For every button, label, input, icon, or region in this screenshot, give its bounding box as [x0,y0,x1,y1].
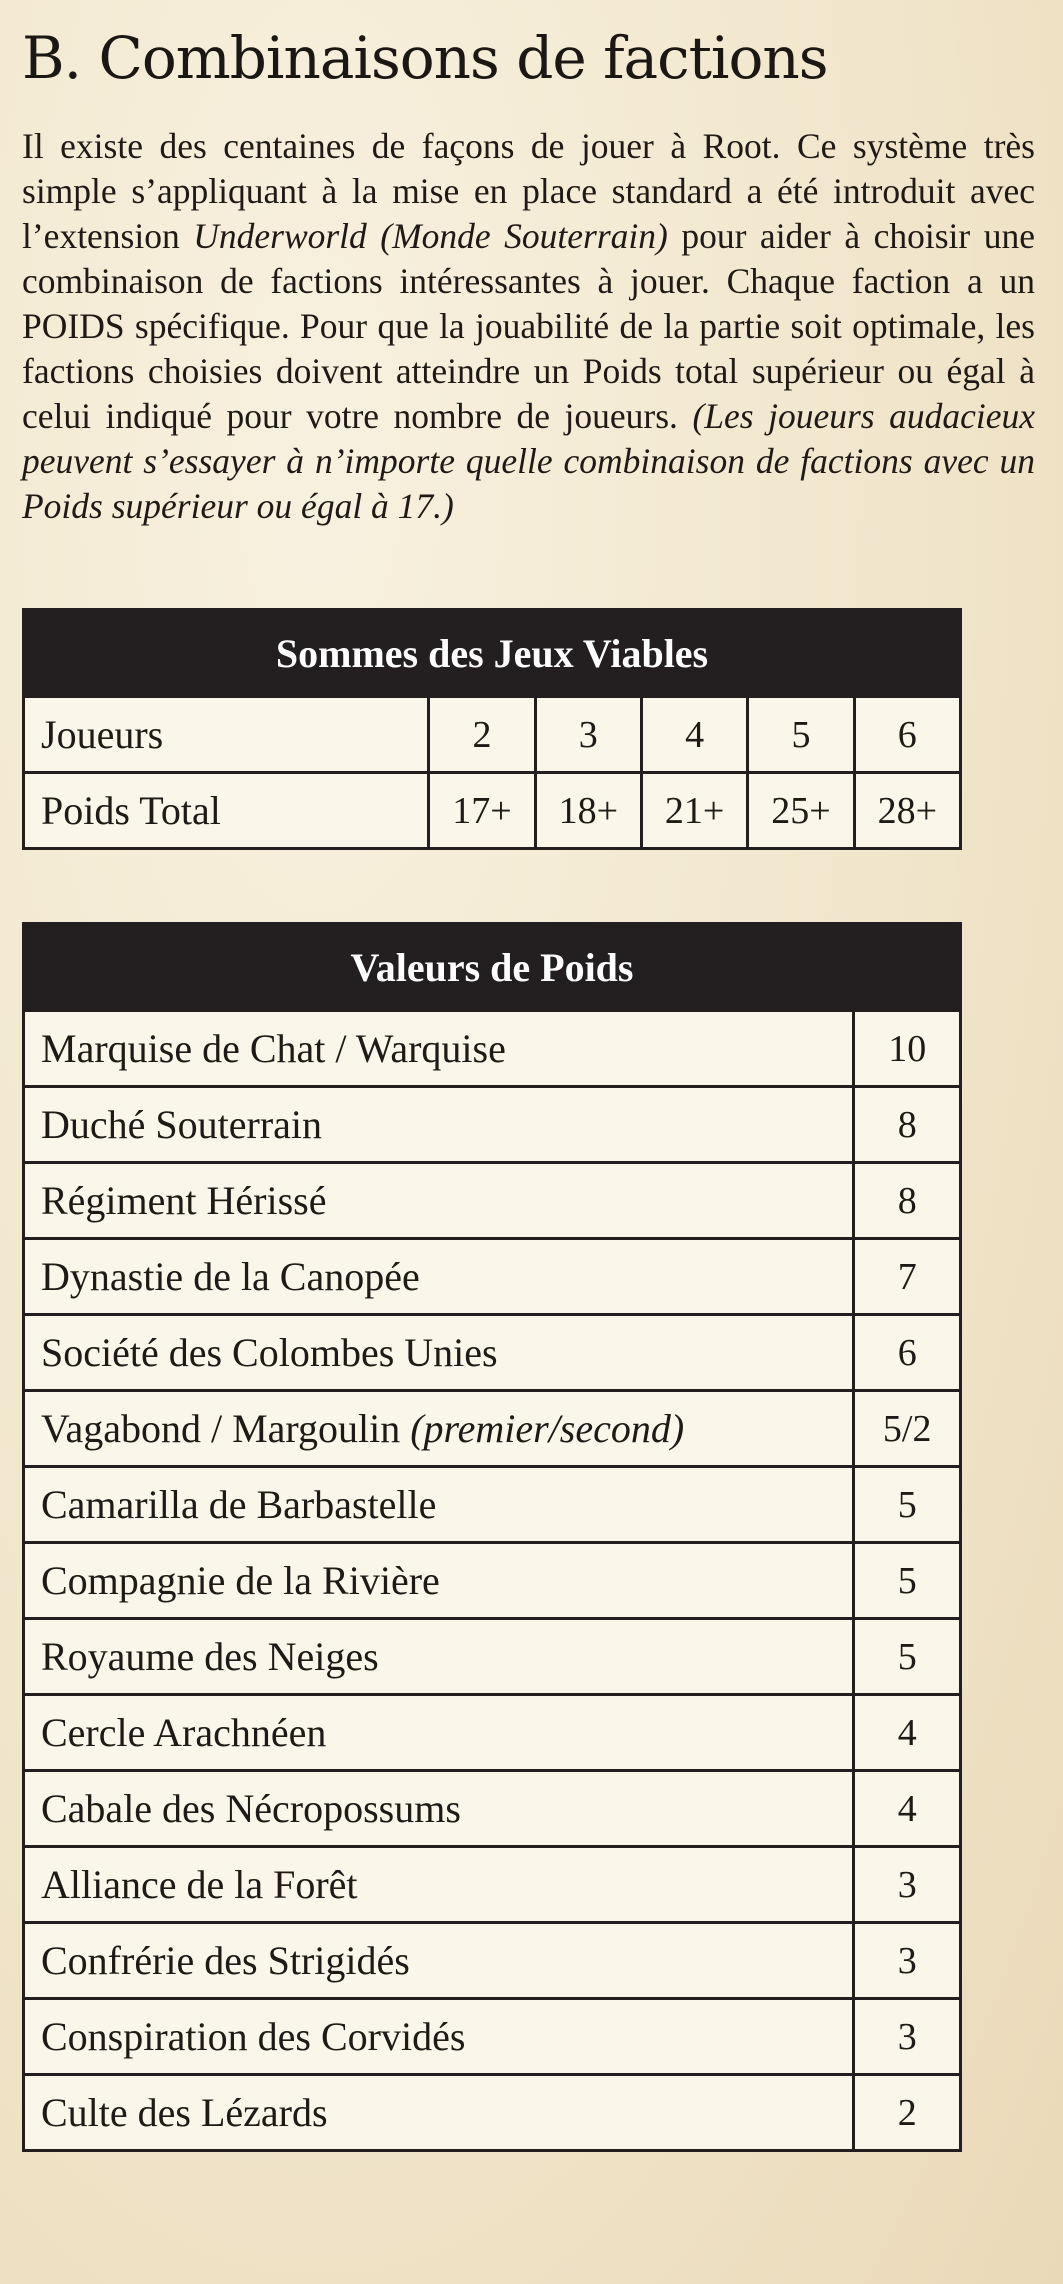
viable-cell: 6 [854,697,960,773]
faction-name-cell [24,1999,854,2075]
viable-cell: 25+ [748,773,854,849]
faction-row [24,1315,961,1391]
section-heading: B. Combinaisons de factions [22,24,828,92]
viable-table-title: Sommes des Jeux Viables [24,610,961,697]
faction-name: Conspiration des Corvidés [41,2014,466,2059]
faction-weight: 8 [854,1163,961,1239]
faction-weight: 3 [854,1999,961,2075]
intro-note: (Les joueurs audacieux peuvent s’essayer à n’importe quelle combinaison de factions avec un Poids supérieur ou égal à 17.) [22,396,1035,526]
faction-name-cell [24,1467,854,1543]
faction-name-cell [24,1543,854,1619]
faction-row [24,1467,961,1543]
faction-name-cell [24,1315,854,1391]
faction-name: Vagabond / Margoulin [41,1406,411,1451]
faction-name-cell [24,2075,854,2151]
faction-name-cell [24,1391,854,1467]
faction-weight: 7 [854,1239,961,1315]
faction-row [24,1543,961,1619]
faction-name-cell [24,1239,854,1315]
faction-row [24,1847,961,1923]
faction-row [24,1619,961,1695]
faction-weight: 4 [854,1771,961,1847]
faction-name: Marquise de Chat / Warquise [41,1026,506,1071]
faction-row [24,1923,961,1999]
faction-weight: 5 [854,1467,961,1543]
faction-weight: 5/2 [854,1391,961,1467]
viable-table-row [24,697,961,773]
faction-weight: 10 [854,1011,961,1087]
faction-row [24,2075,961,2151]
faction-name: Cercle Arachnéen [41,1710,327,1755]
faction-row [24,1239,961,1315]
faction-name: Alliance de la Forêt [41,1862,358,1907]
faction-name-cell [24,1847,854,1923]
faction-weight: 5 [854,1619,961,1695]
faction-name-cell [24,1011,854,1087]
viable-table-body [24,697,961,849]
viable-cell: 28+ [854,773,960,849]
viable-cell: 2 [429,697,535,773]
faction-name-cell [24,1771,854,1847]
viable-cell: 5 [748,697,854,773]
intro-text-2: pour aider à choisir une combinaison de factions intéressantes à jouer. Chaque faction a un POIDS spécifique. Pour que la jouabilité de la partie soit optimale, les factions choisies doivent atteindre un Poids total supérieur ou égal à celui indiqué pour votre nombre de joueurs. [22,216,1035,436]
faction-name: Camarilla de Barbastelle [41,1482,437,1527]
faction-name: Confrérie des Strigidés [41,1938,410,1983]
faction-weight: 2 [854,2075,961,2151]
faction-row [24,1391,961,1467]
faction-name-cell [24,1163,854,1239]
faction-name: Culte des Lézards [41,2090,328,2135]
faction-name-cell [24,1619,854,1695]
viable-cell: 21+ [641,773,747,849]
faction-weight: 3 [854,1923,961,1999]
faction-name: Dynastie de la Canopée [41,1254,420,1299]
faction-row [24,1695,961,1771]
faction-row [24,1087,961,1163]
viable-row-label: Joueurs [24,697,429,773]
faction-row [24,1011,961,1087]
faction-name-cell [24,1923,854,1999]
faction-name-cell [24,1087,854,1163]
viable-games-table [22,608,962,850]
faction-weight: 4 [854,1695,961,1771]
faction-name: Société des Colombes Unies [41,1330,498,1375]
viable-row-label: Poids Total [24,773,429,849]
viable-cell: 3 [535,697,641,773]
faction-weight: 5 [854,1543,961,1619]
faction-name: Compagnie de la Rivière [41,1558,440,1603]
faction-name: Royaume des Neiges [41,1634,379,1679]
faction-weight: 6 [854,1315,961,1391]
weights-table-title: Valeurs de Poids [24,924,961,1011]
faction-row [24,1999,961,2075]
faction-weight: 3 [854,1847,961,1923]
weights-table-body [24,1011,961,2151]
viable-cell: 17+ [429,773,535,849]
faction-name: Régiment Hérissé [41,1178,327,1223]
faction-row [24,1163,961,1239]
faction-name-cell [24,1695,854,1771]
faction-weight: 8 [854,1087,961,1163]
intro-text-1: Il existe des centaines de façons de jouer à Root. Ce système très simple s’appliquant à la mise en place standard a été introduit avec l’extension [22,126,1035,256]
faction-row [24,1771,961,1847]
viable-cell: 4 [641,697,747,773]
viable-table-row [24,773,961,849]
intro-expansion-name: Underworld (Monde Souterrain) [193,216,668,256]
viable-cell: 18+ [535,773,641,849]
weights-table [22,922,962,2152]
faction-note: (premier/second) [410,1406,685,1451]
faction-name: Cabale des Nécropossums [41,1786,461,1831]
faction-name: Duché Souterrain [41,1102,323,1147]
rules-page [22,0,1035,2135]
intro-paragraph [22,124,1035,529]
